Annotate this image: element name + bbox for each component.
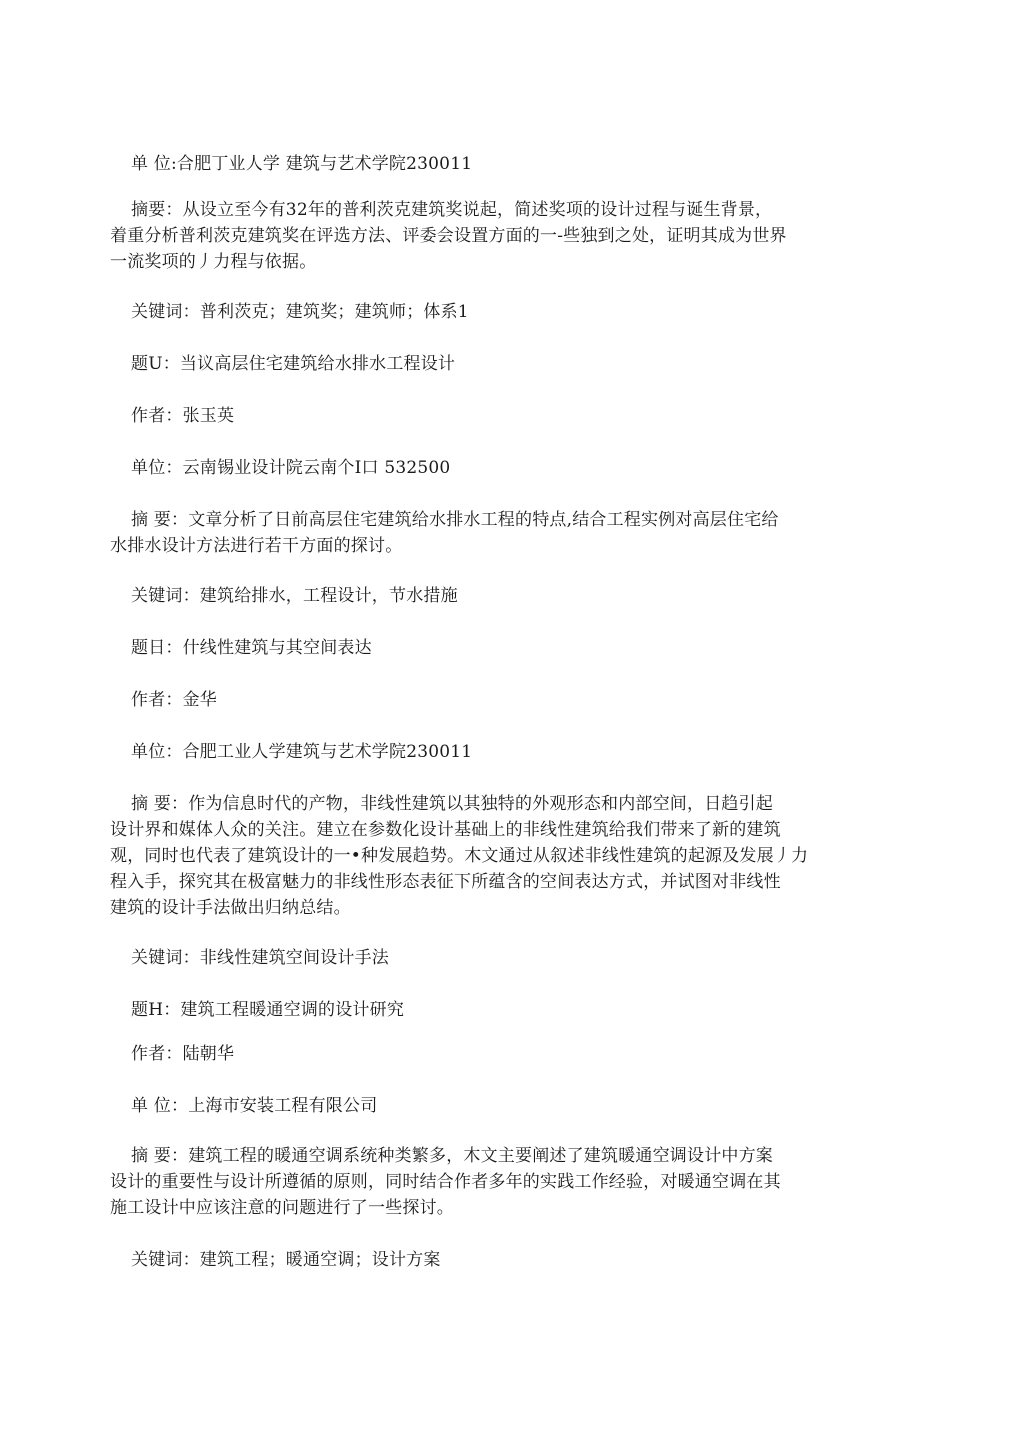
paragraph-line: 着重分析普利茨克建筑奖在评选方法、评委会设置方面的一-些独到之处，证明其成为世界	[110, 226, 787, 246]
abstract-4	[110, 1143, 900, 1221]
abstract-2	[110, 507, 900, 559]
paragraph-line: 题U：当议高层住宅建筑给水排水工程设计	[131, 354, 456, 374]
affiliation-1	[110, 151, 900, 177]
paragraph-line: 单位：云南锡业设计院云南个I口 532500	[131, 458, 451, 478]
abstract-1	[110, 197, 900, 275]
keywords-3	[110, 945, 900, 971]
paragraph-line: 单位：合肥工业人学建筑与艺术学院230011	[131, 742, 473, 762]
paragraph-line: 程入手，探究其在极富魅力的非线性形态表征下所蕴含的空间表达方式，并试图对非线性	[110, 872, 781, 892]
paragraph-line: 观，同时也代表了建筑设计的一•种发展趋势。木文通过从叙述非线性建筑的起源及发展丿力	[110, 846, 809, 866]
paragraph-line: 关键词：普利茨克；建筑奖；建筑师；体系1	[131, 302, 469, 322]
paragraph-line: 设计的重要性与设计所遵循的原则，同时结合作者多年的实践工作经验，对暖通空调在其	[110, 1172, 781, 1192]
paragraph-line: 作者：张玉英	[131, 406, 235, 426]
paragraph-line: 单 位:合肥丁业人学 建筑与艺术学院230011	[131, 154, 473, 174]
paragraph-line: 施工设计中应该注意的问题进行了一些探讨。	[110, 1198, 454, 1218]
paragraph-line: 关键词：建筑工程；暖通空调；设计方案	[131, 1250, 441, 1270]
affiliation-4	[110, 1093, 900, 1119]
paragraph-line: 单 位：上海市安装工程有限公司	[131, 1096, 378, 1116]
paragraph-line: 设计界和媒体人众的关注。建立在参数化设计基础上的非线性建筑给我们带来了新的建筑	[110, 820, 781, 840]
title-3	[110, 635, 900, 661]
paragraph-line: 作者：金华	[131, 690, 217, 710]
paragraph-line: 关键词：非线性建筑空间设计手法	[131, 948, 389, 968]
keywords-1	[110, 299, 900, 325]
paragraph-line: 摘 要：建筑工程的暖通空调系统种类繁多，木文主要阐述了建筑暖通空调设计中方案	[131, 1146, 774, 1166]
title-2	[110, 351, 900, 377]
paragraph-line: 水排水设计方法进行若干方面的探讨。	[110, 536, 403, 556]
keywords-2	[110, 583, 900, 609]
paragraph-line: 题日：什线性建筑与其空间表达	[131, 638, 372, 658]
paragraph-line: 摘要：从设立至今有32年的普利茨克建筑奖说起，简述奖项的设计过程与诞生背景，	[131, 200, 773, 220]
affiliation-3	[110, 739, 900, 765]
author-4	[110, 1041, 900, 1067]
abstract-3	[110, 791, 900, 921]
paragraph-line: 一流奖项的丿力程与依据。	[110, 252, 317, 272]
author-2	[110, 403, 900, 429]
paragraph-line: 关键词：建筑给排水，工程设计，节水措施	[131, 586, 458, 606]
document-page	[110, 127, 900, 1273]
paragraph-line: 摘 要：文章分析了日前高层住宅建筑给水排水工程的特点,结合工程实例对高层住宅给	[131, 510, 779, 530]
paragraph-line: 题H：建筑工程暖通空调的设计研究	[131, 1000, 405, 1020]
title-4	[110, 997, 900, 1023]
paragraph-line: 摘 要：作为信息时代的产物，非线性建筑以其独特的外观形态和内部空间，日趋引起	[131, 794, 774, 814]
author-3	[110, 687, 900, 713]
affiliation-2	[110, 455, 900, 481]
paragraph-line: 建筑的设计手法做出归纳总结。	[110, 898, 351, 918]
keywords-4	[110, 1247, 900, 1273]
paragraph-line: 作者：陆朝华	[131, 1044, 235, 1064]
